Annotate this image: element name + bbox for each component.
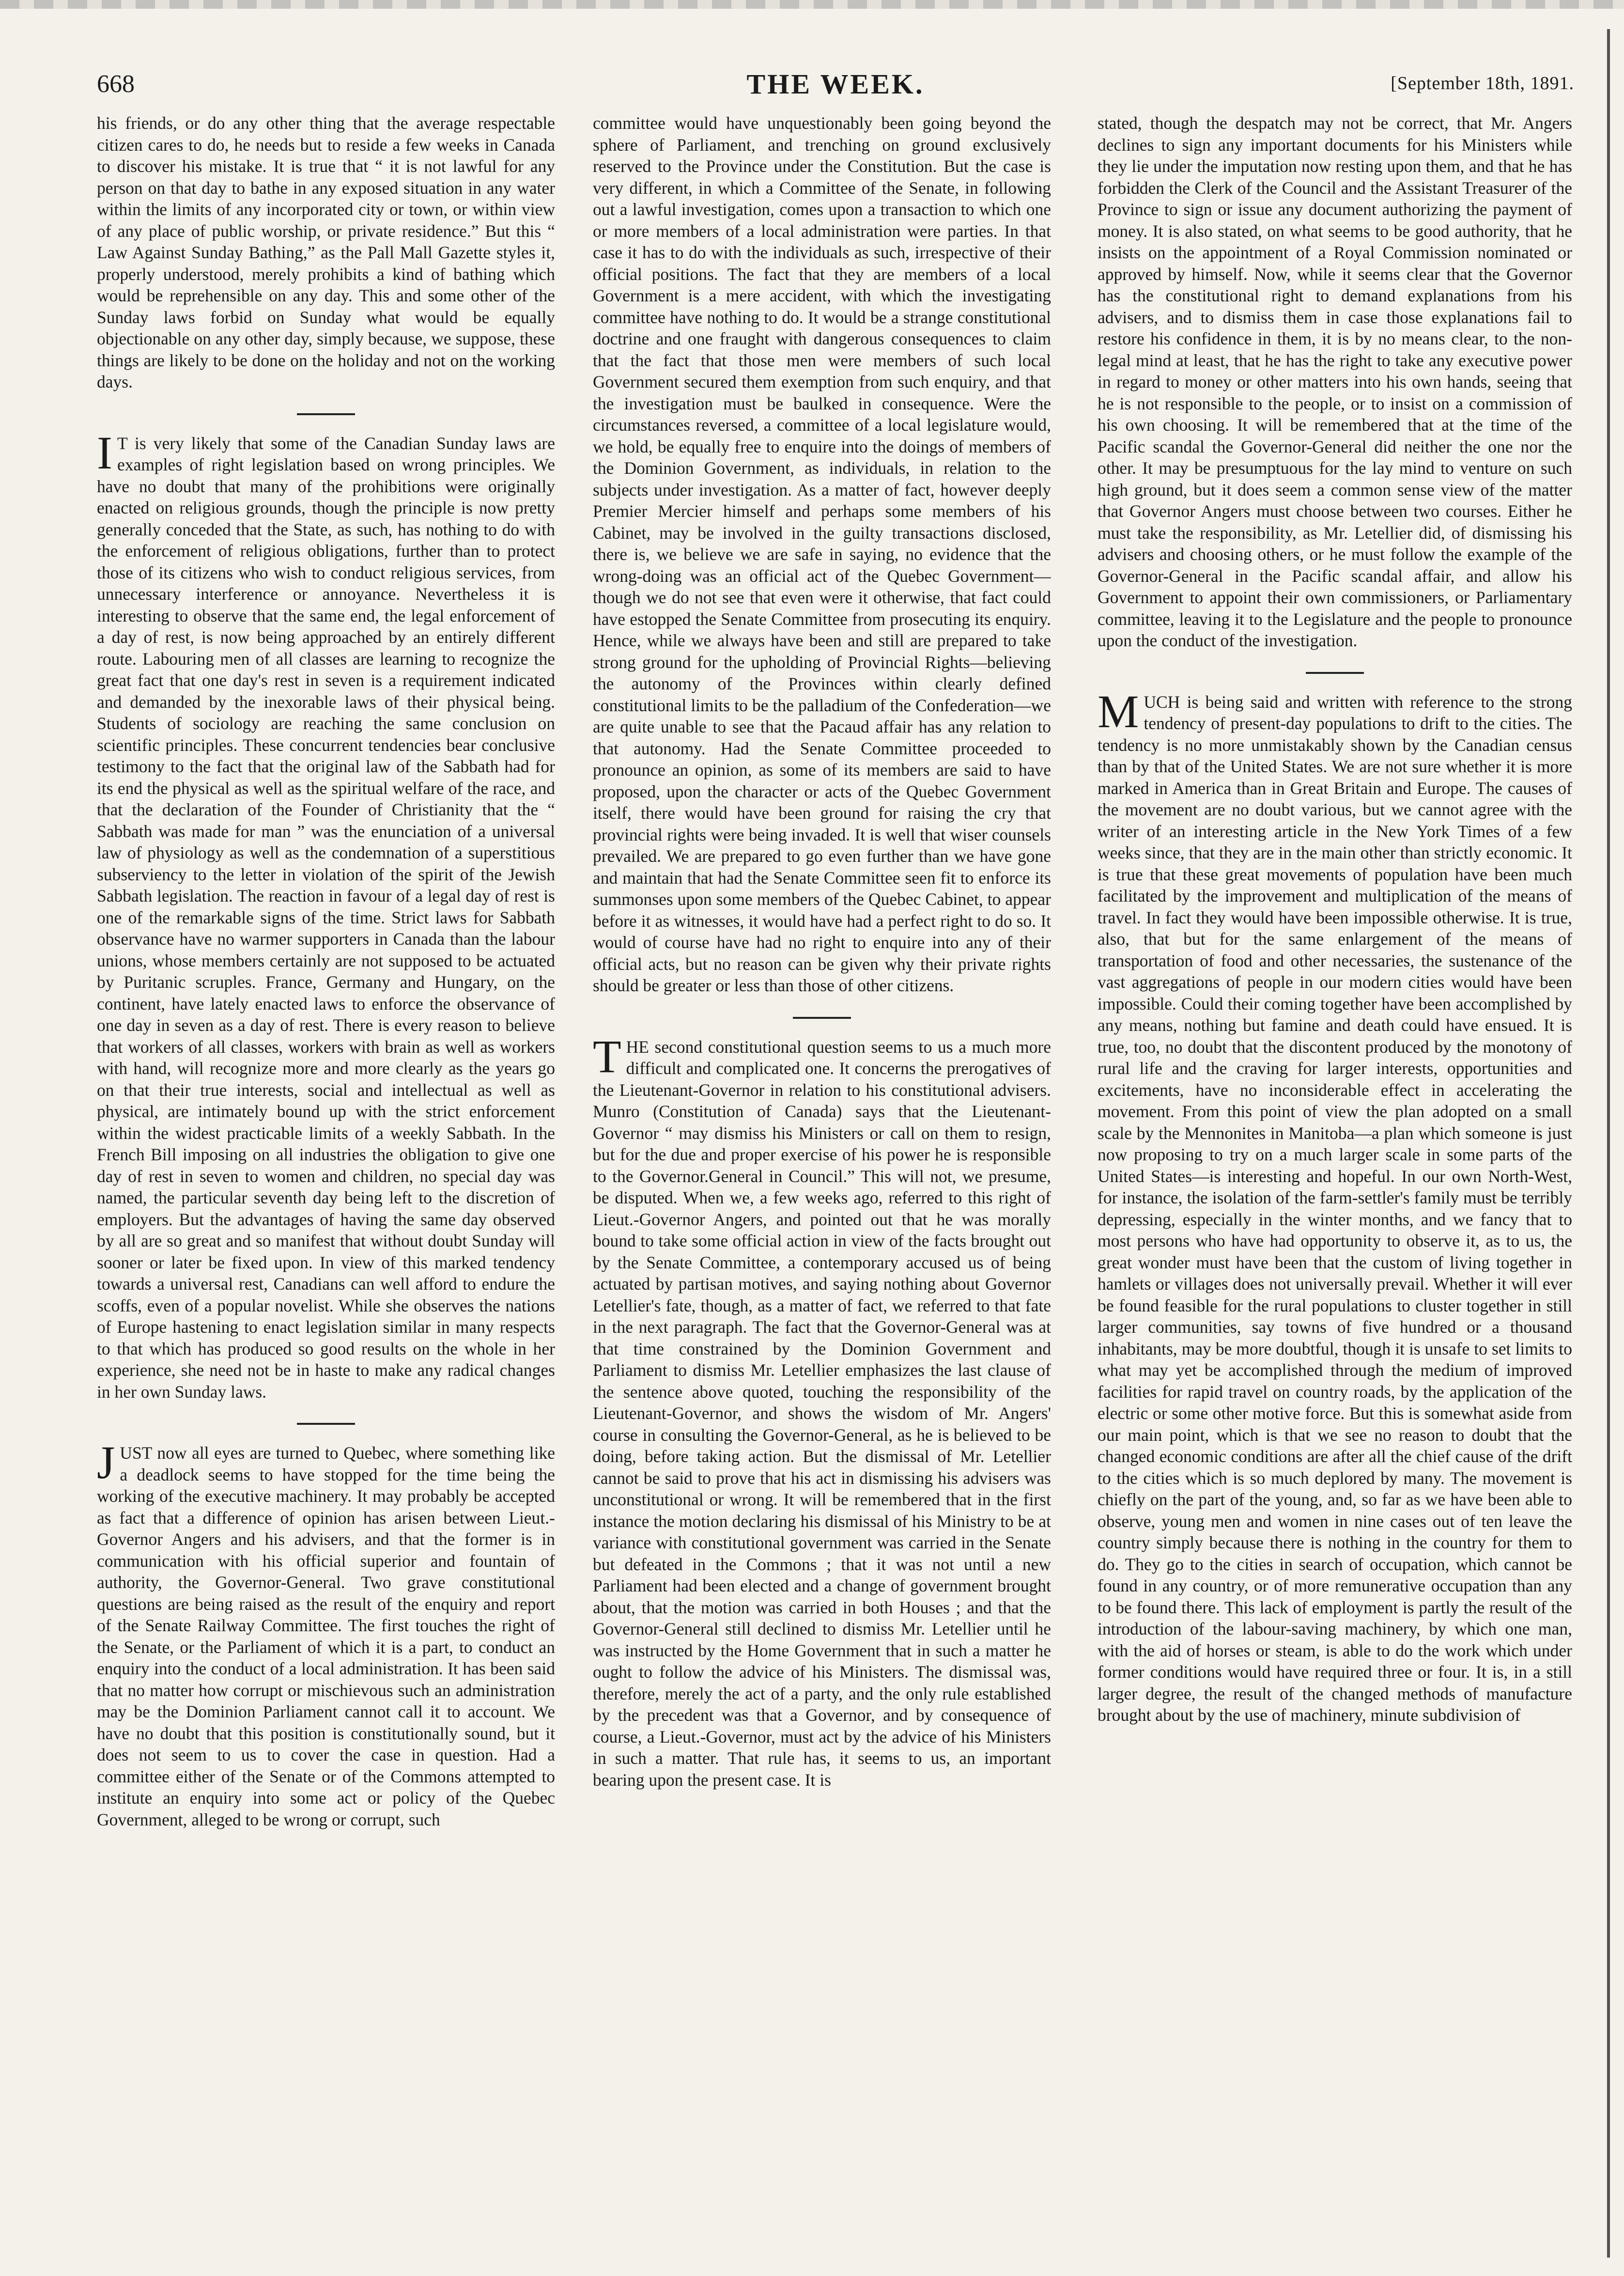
page-binding-edge	[1607, 29, 1610, 2258]
paragraph	[593, 1030, 1051, 1791]
drop-cap: I	[97, 426, 112, 479]
paragraph: his friends, or do any other thing that the average respectable citizen cares to do, he needs but to reside a few weeks in Canada to discover his mistake. It is true that “ it is not lawful for any person on that day to bathe in any exposed situation in any water within the limits of any incorporated city or town, or within view of any place of public worship, or private residence.” But this “ Law Against Sunday Bathing,” as the Pall Mall Gazette styles it, properly understood, merely prohibits a kind of bathing which would be reprehensible on any day. This and some other of the Sunday laws forbid on Sunday what would be equally objectionable on any other day, simply because, we suppose, these things are likely to be done on the holiday and not on the working days.	[97, 113, 555, 391]
column-3	[1098, 112, 1572, 2249]
section-divider	[793, 1017, 851, 1019]
paragraph: committee would have unquestionably been going beyond the sphere of Parliament, and trenching on ground exclusively reserved to the Province under the Constitution. But the case is very different, in which a Committee of the Senate, in following out a lawful investigation, comes upon a transaction to which one or more members of a local administration were parties. In that case it has to do with the individuals as such, irrespective of their official positions. The fact that they are members of a local Government is a mere accident, with which the investigating committee have nothing to do. It would be a strange constitutional doctrine and one fraught with dangerous consequences to claim that the fact that those men were members of such local Government secured them exemption from such enquiry, and that the investigation must be baulked in consequence. Were the circumstances reversed, a committee of a local legislature would, we hold, be equally free to enquire into the doings of members of the Dominion Government, as individuals, in relation to the subjects under investigation. As a matter of fact, however deeply Premier Mercier himself and perhaps some members of his Cabinet, may be involved in the guilty transactions disclosed, there is, we believe we are safe in saying, no evidence that the wrong-doing was an official act of the Quebec Government—though we do not see that even were it otherwise, that fact could have estopped the Senate Committee from prosecuting its enquiry. Hence, while we always have been and still are prepared to take strong ground for the upholding of Provincial Rights—believing the autonomy of the Provinces within clearly defined constitutional limits to be the palladium of the Confederation—we are quite unable to see that the Pacaud affair has any relation to that autonomy. Had the Senate Committee proceeded to pronounce an opinion, as some of its members are said to have proposed, upon the character or acts of the Quebec Government itself, there would have been ground for raising the cry that provincial rights were being invaded. It is well that wiser counsels prevailed. We are prepared to go even further than we have gone and maintain that had the Senate Committee seen fit to enforce its summonses upon some members of the Quebec Cabinet, to appear before it as witnesses, it would have had a perfect right to do so. It would of course have had no right to enquire into any of their official acts, but no reason can be given why their private rights should be greater or less than those of other citizens.	[593, 113, 1051, 995]
column-2	[593, 112, 1051, 2249]
paragraph-text: UCH is being said and written with reference to the strong tendency of present-day populations to drift to the cities. The tendency is no more unmistakably shown by the Canadian census than by that of the United States. We are not sure whether it is more marked in America than in Great Britain and Europe. The causes of the movement are no doubt various, but we cannot agree with the writer of an interesting article in the New York Times of a few weeks since, that they are in the main other than strictly economic. It is true that these great movements of population have been much facilitated by the improvement and multiplication of the means of travel. In fact they would have been impossible otherwise. It is true, also, that but for the same enlargement of the means of transportation of food and other necessaries, the sustenance of the vast aggregations of people in our modern cities would have been impossible. Could their coming together have been accomplished by any means, nothing but famine and death could have ensued. It is true, too, no doubt that the discontent produced by the monotony of rural life and the craving for larger interests, opportunities and excitements, have no inconsiderable effect in accelerating the movement. From this point of view the plan adopted on a small scale by the Mennonites in Manitoba—a plan which someone is just now proposing to try on a much larger scale in some parts of the United States—is interesting and hopeful. In our own North-West, for instance, the isolation of the farm-settler's family must be terribly depressing, especially in the winter months, and we fancy that to most persons who have had opportunity to observe it, as to us, the great wonder must have been that the custom of living together in hamlets or villages does not universally prevail. Whether it will ever be found feasible for the rural populations to cluster together in still larger communities, say towns of five hundred or a thousand inhabitants, may be more doubtful, though it is unsafe to set limits to what may yet be accomplished through the medium of improved facilities for rapid travel on country roads, by the application of the electric or some other motive force. But this is somewhat aside from our main point, which is that we see no reason to doubt that the changed economic conditions are after all the chief cause of the drift to the cities which is so much deplored by many. The movement is chiefly on the part of the young, and, so far as we have been able to observe, young men and women in nine cases out of ten leave the country simply because there is nothing in the country for them to do. They go to the cities in search of occupation, which cannot be found in any country, or of more remunerative occupation than any to be found there. This lack of employment is partly the result of the introduction of the labour-saving machinery, by which one man, with the aid of horses or steam, is able to do the work which under former conditions would have required three or four. It is, in a still larger degree, the result of the changed methods of manufacture brought about by the use of machinery, minute subdivision of	[1098, 692, 1572, 1725]
drop-cap: J	[97, 1436, 115, 1488]
drop-cap: M	[1098, 685, 1139, 737]
page-header	[97, 68, 1574, 107]
paragraph	[97, 426, 555, 1403]
section-divider	[297, 1423, 355, 1425]
paragraph-text: UST now all eyes are turned to Quebec, where something like a deadlock seems to have stopped for the time being the working of the executive machinery. It may probably be accepted as fact that a difference of opinion has arisen between Lieut.-Governor Angers and his advisers, and that the former is in communication with his official superior and fountain of authority, the Governor-General. Two grave constitutional questions are being raised as the result of the enquiry and report of the Senate Railway Committee. The first touches the right of the Senate, or the Parliament of which it is a part, to conduct an enquiry into the conduct of a local administration. It has been said that no matter how corrupt or mischievous such an administration may be the Dominion Parliament cannot call it to account. We have no doubt that this position is constitutionally sound, but it does not seem to us to cover the case in question. Had a committee either of the Senate or of the Commons attempted to institute an enquiry into some act or policy of the Quebec Government, alleged to be wrong or corrupt, such	[97, 1443, 555, 1829]
paragraph: stated, though the despatch may not be correct, that Mr. Angers declines to sign any important documents for his Ministers while they lie under the imputation now resting upon them, and that he has forbidden the Clerk of the Council and the Assistant Treasurer of the Province to sign or issue any document authorizing the payment of money. It is also stated, on what seems to be good authority, that he insists on the appointment of a Royal Commission nominated or approved by himself. Now, while it seems clear that the Governor has the constitutional right to demand explanations from his advisers, and to dismiss them in case those explanations fail to restore his confidence in them, it is by no means clear, to the non-legal mind at least, that he has the right to take any executive power in regard to money or other matters into his own hands, seeing that he is not responsible to the people, or to insist on a commission of his own choosing. It will be remembered that at the time of the Pacific scandal the Governor-General did neither the one nor the other. It may be presumptuous for the lay mind to venture on such high ground, but it does seem a common sense view of the matter that Governor Angers must choose between two courses. Either he must take the responsibility, as Mr. Letellier did, of dismissing his advisers and choosing others, or he must follow the example of the Governor-General in the Pacific scandal affair, and allow his Government to appoint their own commissioners, or Parliamentary committee, leaving it to the Legislature and the people to pronounce upon the conduct of the investigation.	[1098, 113, 1572, 650]
section-divider	[297, 413, 355, 415]
paragraph-text: T is very likely that some of the Canadian Sunday laws are examples of right legislation based on wrong principles. We have no doubt that many of the prohibitions were originally enacted on religious grounds, though the principle is now pretty generally conceded that the State, as such, has nothing to do with the enforcement of religious obligations, further than to protect those of its citizens who wish to conduct religious services, from unnecessary interference or annoyance. Nevertheless it is interesting to observe that the same end, the legal enforcement of a day of rest, is now being approached by an entirely different route. Labouring men of all classes are learning to recognize the great fact that one day's rest in seven is a requirement indicated and demanded by the inexorable laws of their physical being. Students of sociology are reaching the same conclusion on scientific principles. These concurrent tendencies bear conclusive testimony to the fact that the original law of the Sabbath had for its end the physical as well as the spiritual welfare of the race, and that the declaration of the Founder of Christianity that the “ Sabbath was made for man ” was the enunciation of a universal law of physiology as well as the condemnation of a superstitious subserviency to the letter in violation of the spirit of the Jewish Sabbath legislation. The reaction in favour of a legal day of rest is one of the remarkable signs of the time. Strict laws for Sabbath observance have no warmer supporters in Canada than the labour unions, whose members certainly are not supposed to be actuated by Puritanic scruples. France, Germany and Hungary, on the continent, have lately enacted laws to enforce the observance of one day in seven as a day of rest. There is every reason to believe that workers of all classes, workers with brain as well as workers with hand, will recognize more and more clearly as the years go on that their true interests, social and intellectual as well as physical, are intimately bound up with the strict enforcement within the widest practicable limits of a weekly Sabbath. In the French Bill imposing on all industries the obligation to give one day of rest in seven to women and children, no special day was named, the particular seventh day being left to the discretion of employers. But the advantages of having the same day observed by all are so great and so manifest that without doubt Sunday will sooner or later be fixed upon. In view of this marked tendency towards a universal rest, Canadians can well afford to endure the scoffs, even of a popular novelist. While she observes the nations of Europe hastening to enact legislation similar in many respects to that which has produced so good results on the whole in her experience, she need not be in haste to make any radical changes in her own Sunday laws.	[97, 433, 555, 1402]
scan-edge	[0, 0, 1624, 9]
drop-cap: T	[593, 1030, 621, 1082]
paragraph	[97, 1436, 555, 1830]
page-number: 668	[97, 70, 135, 98]
column-1	[97, 112, 555, 2249]
issue-date: [September 18th, 1891.	[1391, 73, 1574, 94]
section-divider	[1306, 672, 1364, 674]
paragraph-text: HE second constitutional question seems to us a much more difficult and complicated one. It concerns the prerogatives of the Lieutenant-Governor in relation to his constitutional advisers. Munro (Constitution of Canada) says that the Lieutenant-Governor “ may dismiss his Ministers or call on them to resign, but for the due and proper exercise of his power he is responsible to the Governor.General in Council.” This will not, we presume, be disputed. When we, a few weeks ago, referred to this right of Lieut.-Governor Angers, and pointed out that he was morally bound to take some official action in view of the facts brought out by the Senate Committee, a contemporary accused us of being actuated by partisan motives, and saying nothing about Governor Letellier's fate, though, as a matter of fact, we referred to that fate in the next paragraph. The fact that the Governor-General was at that time constrained by the Dominion Government and Parliament to dismiss Mr. Letellier emphasizes the last clause of the sentence above quoted, touching the responsibility of the Lieutenant-Governor, and shows the wisdom of Mr. Angers' course in consulting the Governor-General, as he is believed to be doing, before taking action. But the dismissal of Mr. Letellier cannot be said to prove that his act in dismissing his advisers was unconstitutional or wrong. It will be remembered that in the first instance the motion declaring his dismissal of his Ministry to be at variance with constitutional government was carried in the Senate but defeated in the Commons ; that it was not until a new Parliament had been elected and a change of government brought about, that the motion was carried in both Houses ; and that the Governor-General still declined to dismiss Mr. Letellier until he was instructed by the Home Government that in such a matter he ought to follow the advice of his Ministers. The dismissal was, therefore, merely the act of a party, and the only rule established by the precedent was that a Governor, and by consequence of course, a Lieut.-Governor, must act by the advice of his Ministers in such a matter. That rule has, it seems to us, an important bearing upon the present case. It is	[593, 1037, 1051, 1790]
publication-title: THE WEEK.	[746, 68, 925, 100]
paragraph	[1098, 685, 1572, 1726]
